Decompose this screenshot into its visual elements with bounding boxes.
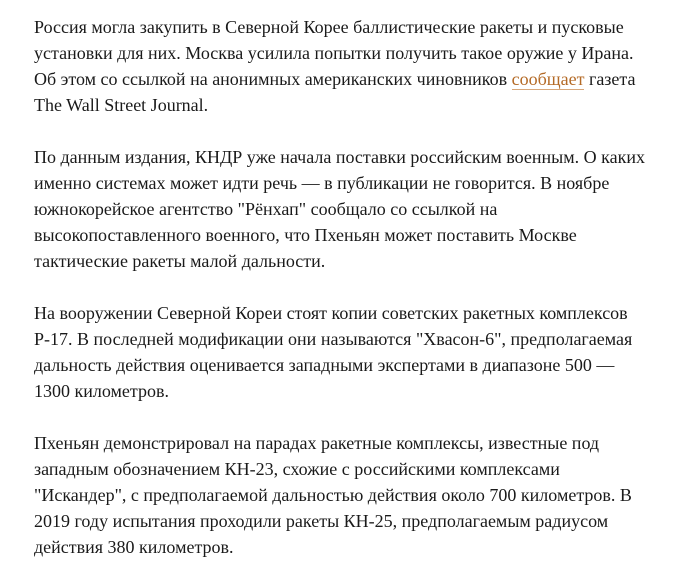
- paragraph-1: [34, 14, 690, 118]
- text-line: высокопоставленного военного, что Пхеньян может поставить Москве: [34, 225, 577, 245]
- text-line: 1300 километров.: [34, 381, 169, 401]
- paragraph-3: [34, 300, 690, 404]
- text-line: Р-17. В последней модификации они называются "Хвасон-6", предполагаемая: [34, 329, 633, 349]
- text-line: дальность действия оценивается западными экспертами в диапазоне 500 —: [34, 355, 615, 375]
- article-body: [0, 14, 690, 560]
- text-line: 2019 году испытания проходили ракеты КН-25, предполагаемым радиусом: [34, 511, 609, 531]
- text-line-with-link: [34, 66, 690, 92]
- text-segment: Об этом со ссылкой на анонимных американских чиновников: [34, 69, 512, 89]
- text-line: западным обозначением КН-23, схожие с российскими комплексами: [34, 459, 560, 479]
- text-line: установки для них. Москва усилила попытки получить такое оружие у Ирана.: [34, 43, 634, 63]
- text-line: тактические ракеты малой дальности.: [34, 251, 326, 271]
- text-line: По данным издания, КНДР уже начала поставки российским военным. О каких: [34, 147, 645, 167]
- paragraph-4: [34, 430, 690, 560]
- text-line: The Wall Street Journal.: [34, 95, 209, 115]
- text-line: Пхеньян демонстрировал на парадах ракетные комплексы, известные под: [34, 433, 600, 453]
- text-line: "Искандер", с предполагаемой дальностью действия около 700 километров. В: [34, 485, 632, 505]
- text-segment: газета: [584, 69, 636, 89]
- text-line: Россия могла закупить в Северной Корее баллистические ракеты и пусковые: [34, 17, 624, 37]
- text-line: именно системах может идти речь — в публикации не говорится. В ноябре: [34, 173, 610, 193]
- text-line: южнокорейское агентство "Рёнхап" сообщало со ссылкой на: [34, 199, 498, 219]
- source-link[interactable]: сообщает: [511, 69, 585, 89]
- paragraph-2: [34, 144, 690, 274]
- text-line: действия 380 километров.: [34, 537, 234, 557]
- text-line: На вооружении Северной Кореи стоят копии советских ракетных комплексов: [34, 303, 628, 323]
